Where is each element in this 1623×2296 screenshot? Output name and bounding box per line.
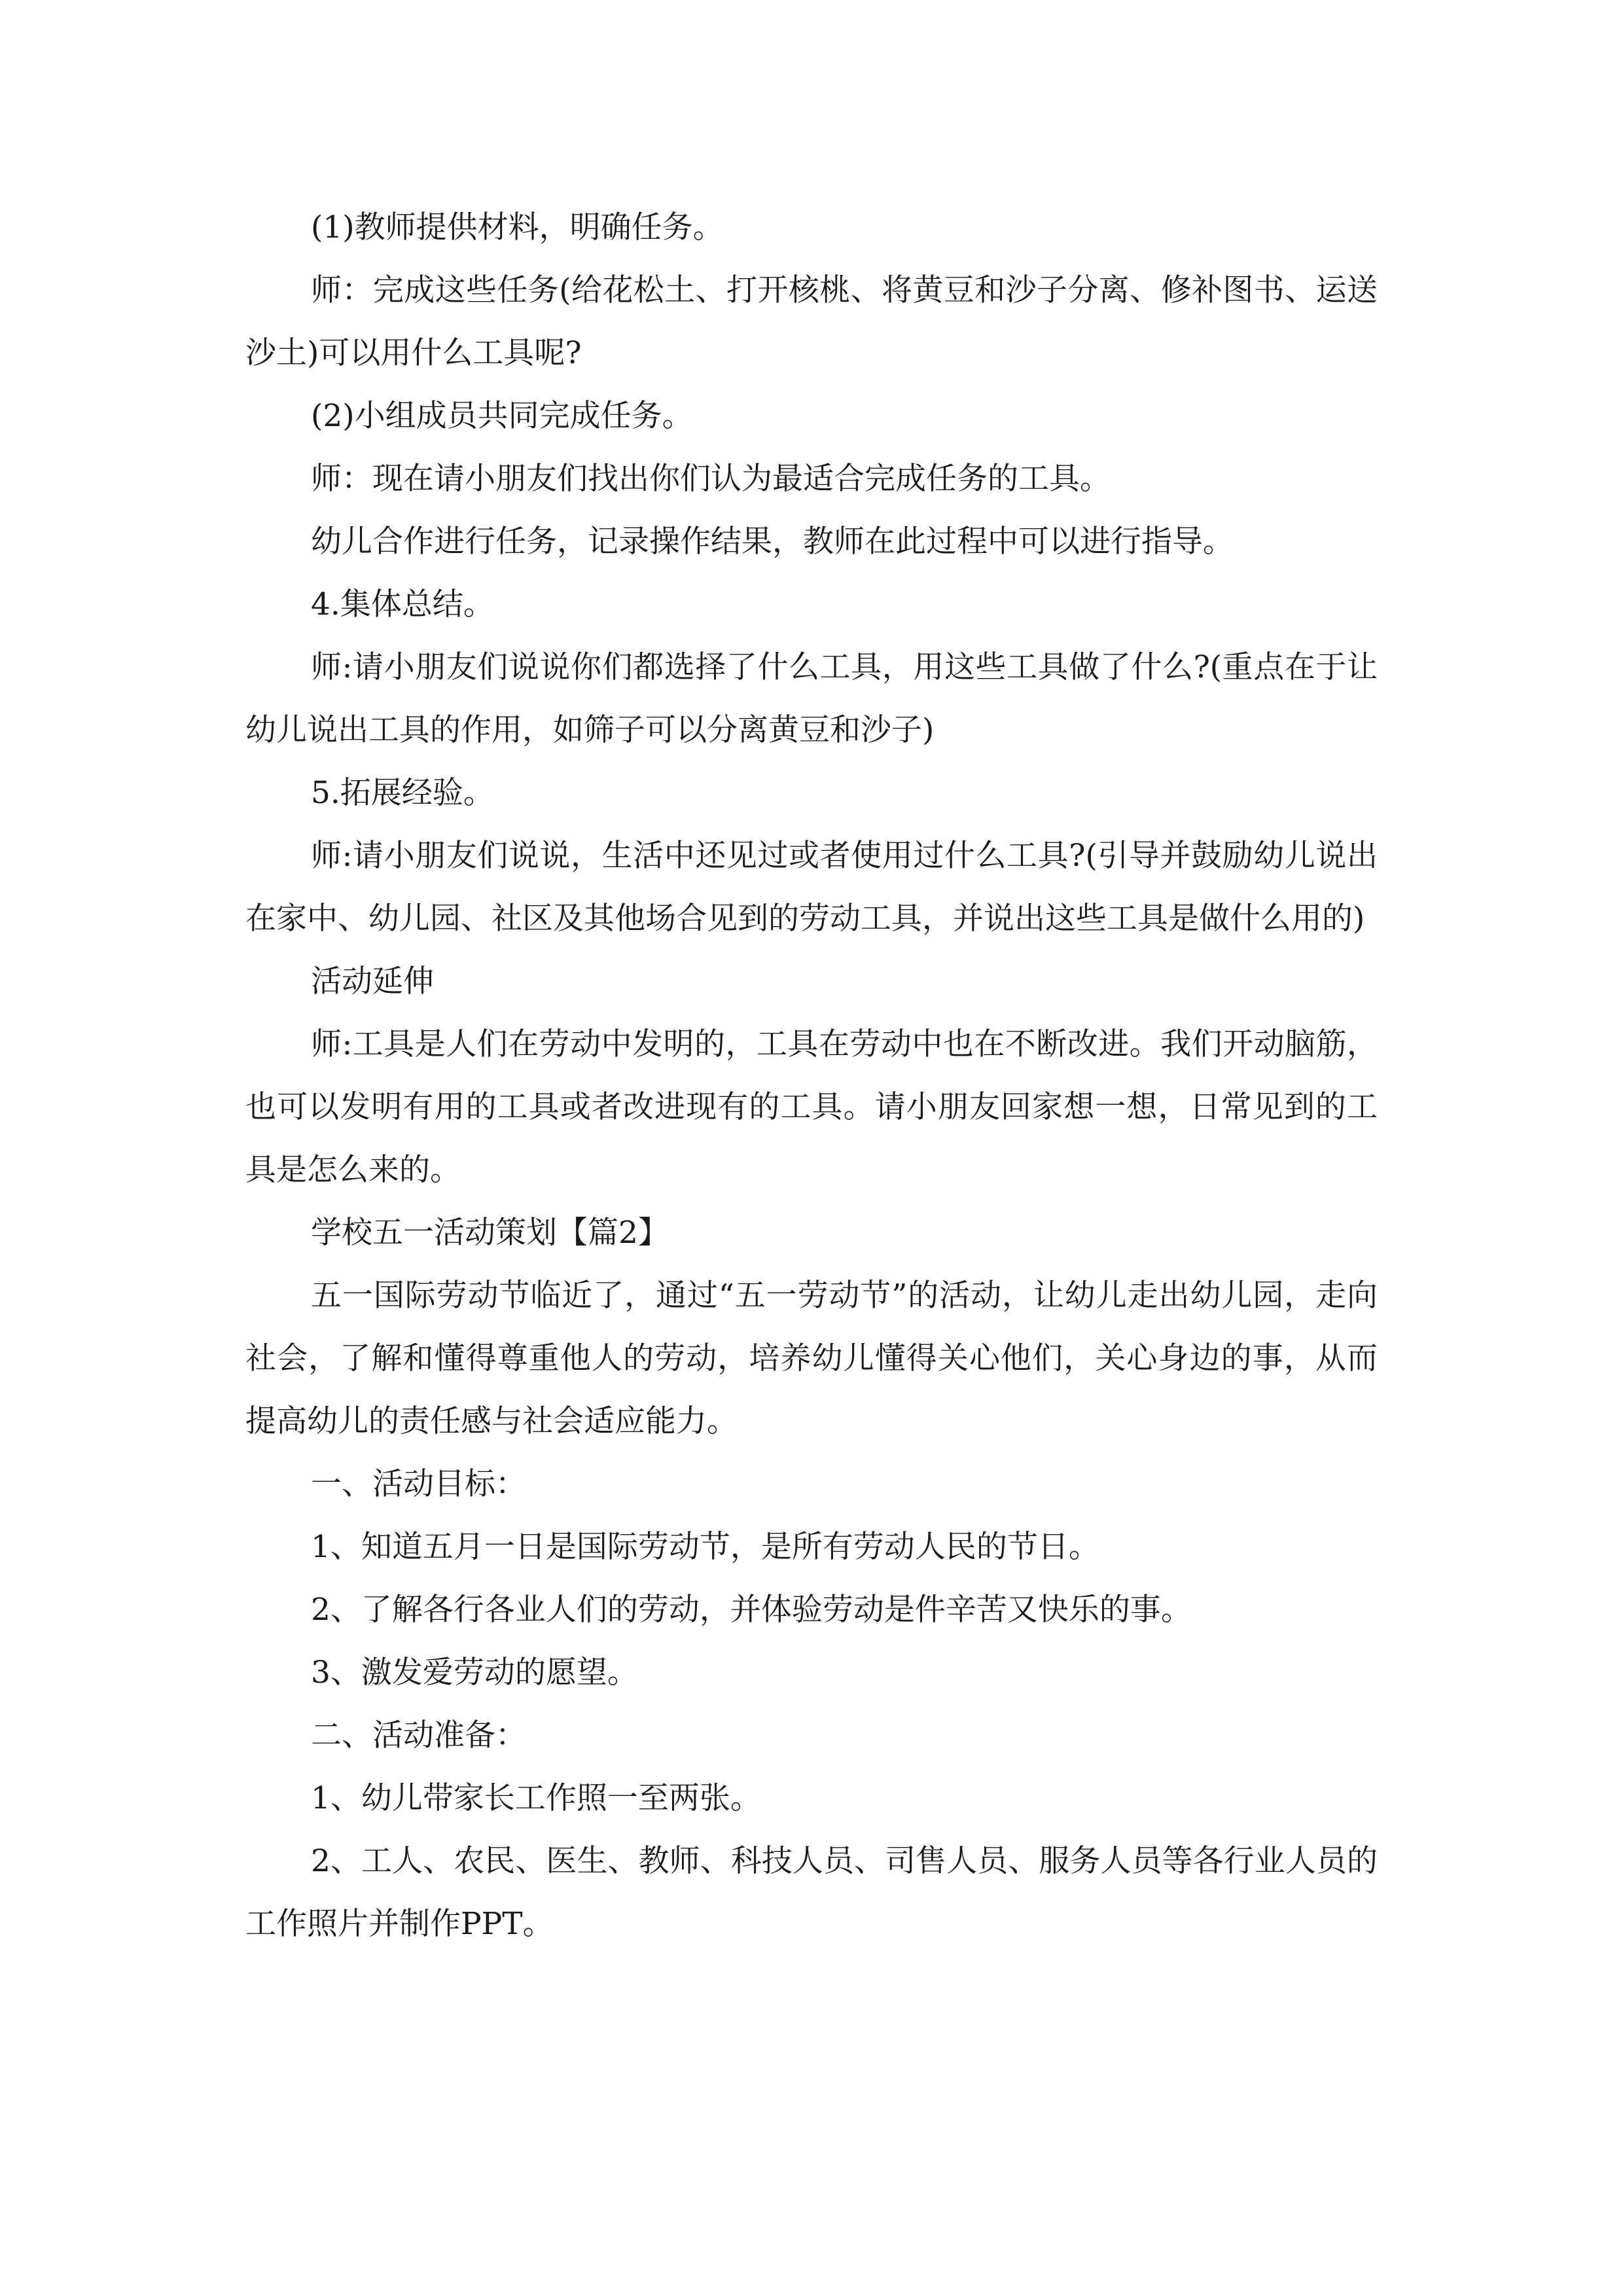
paragraph-teacher-find-tools: 师：现在请小朋友们找出你们认为最适合完成任务的工具。 (311, 461, 1111, 497)
paragraph-teacher-summary-question: 师:请小朋友们说说你们都选择了什么工具，用这些工具做了什么?(重点在于让幼儿说出工具的作用，如筛子可以分离黄豆和沙子) (245, 649, 1378, 748)
paragraph-intro-labor-day: 五一国际劳动节临近了，通过“五一劳动节”的活动，让幼儿走出幼儿园，走向社会，了解和懂得尊重他人的劳动，培养幼儿懂得关心他们，关心身边的事，从而提高幼儿的责任感与社会适应能力。 (245, 1278, 1378, 1439)
preparation-item-1: 1、幼儿带家长工作照一至两张。 (311, 1780, 761, 1816)
paragraph-task-material: (1)教师提供材料，明确任务。 (311, 209, 724, 245)
preparation-item-2: 2、工人、农民、医生、教师、科技人员、司售人员、服务人员等各行业人员的工作照片并制作PPT。 (245, 1843, 1378, 1942)
goal-item-3: 3、激发爱劳动的愿望。 (311, 1655, 638, 1691)
goal-item-1: 1、知道五月一日是国际劳动节，是所有劳动人民的节日。 (311, 1529, 1099, 1565)
paragraph-teacher-question-tools: 师：完成这些任务(给花松土、打开核桃、将黄豆和沙子分离、修补图书、运送沙土)可以用什么工具呢? (245, 272, 1378, 371)
heading-activity-preparation: 二、活动准备： (311, 1717, 526, 1753)
document-body (245, 196, 1378, 1956)
paragraph-group-task: (2)小组成员共同完成任务。 (311, 398, 693, 434)
section-title-part-2: 学校五一活动策划【篇2】 (311, 1215, 669, 1251)
paragraph-teacher-invent-tools: 师:工具是人们在劳动中发明的，工具在劳动中也在不断改进。我们开动脑筋，也可以发明有用的工具或者改进现有的工具。请小朋友回家想一想，日常见到的工具是怎么来的。 (245, 1026, 1378, 1188)
paragraph-teacher-life-tools: 师:请小朋友们说说，生活中还见过或者使用过什么工具?(引导并鼓励幼儿说出在家中、幼儿园、社区及其他场合见到的劳动工具，并说出这些工具是做什么用的) (245, 838, 1378, 937)
goal-item-2: 2、了解各行各业人们的劳动，并体验劳动是件辛苦又快乐的事。 (311, 1592, 1192, 1628)
heading-activity-goals: 一、活动目标： (311, 1466, 526, 1502)
paragraph-section-summary: 4.集体总结。 (311, 586, 494, 622)
paragraph-activity-extension-heading: 活动延伸 (311, 963, 434, 999)
paragraph-section-extend: 5.拓展经验。 (311, 775, 494, 811)
paragraph-children-cooperate: 幼儿合作进行任务，记录操作结果，教师在此过程中可以进行指导。 (311, 524, 1234, 560)
